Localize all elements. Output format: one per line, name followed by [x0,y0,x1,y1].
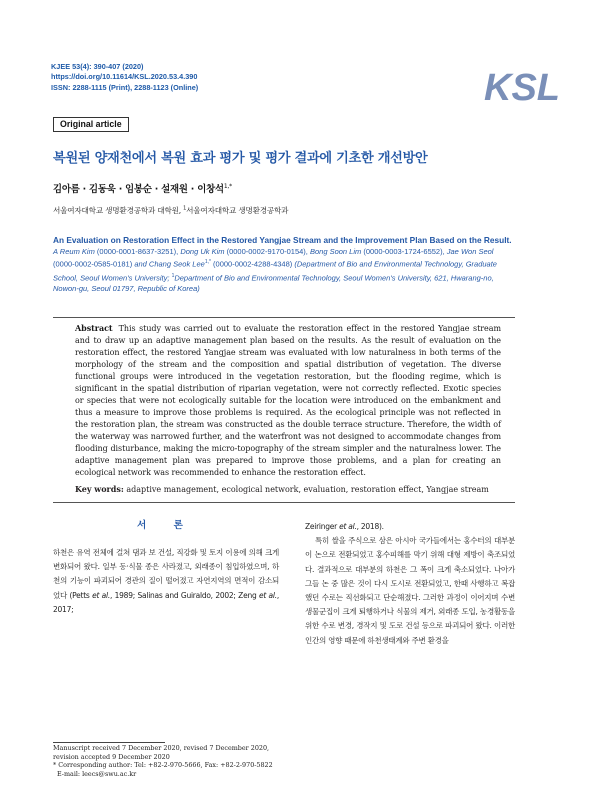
ksl-logo [482,62,560,106]
english-author-4: Jae Won Seol [446,246,494,256]
ksl-logo-text: KSL [484,67,560,106]
right-etal: et al. [339,522,357,531]
korean-affiliation [53,205,288,216]
orcid-3: (0000-0003-1724-6552), [361,246,447,256]
journal-citation: KJEE 53(4): 390-407 (2020) [51,62,144,71]
english-affiliation-2: Department of Bio and Environmental Technology, Seoul Women's University, 621, Hwarang-no, Nowon-gu, Seoul 01797, Republic of Korea) [53,273,494,293]
footnote-accepted: revision accepted 9 December 2020 [53,752,170,761]
abstract-label: Abstract [75,323,113,333]
english-author-5-sup: 1,* [204,259,211,266]
english-author-1: A Reum Kim [53,246,95,256]
footnote [53,744,293,778]
keywords-text: adaptive management, ecological network, evaluation, restoration effect, Yangjae stream [123,485,489,494]
left-etal-1: et al. [92,590,110,600]
journal-header [51,62,198,93]
issn: ISSN: 2288-1115 (Print), 2288-1123 (Online) [51,82,199,92]
korean-author-sup: 1,* [223,182,232,190]
english-author-5: Chang Seok Lee [148,259,205,269]
english-header-block [53,235,515,295]
left-text-2: , 1989; Salinas and Guiraldo, 2002; Zeng [109,590,259,600]
doi-link[interactable]: https://doi.org/10.11614/KSL.2020.53.4.390 [51,72,198,82]
abstract [75,322,501,479]
keywords-label: Key words: [75,484,124,494]
korean-authors [53,181,232,195]
english-aff-sup: 1 [171,272,175,279]
orcid-1: (0000-0001-8637-3251), [94,246,181,256]
abstract-box [53,317,515,503]
right-column-text [305,520,515,648]
korean-author-names: 김아름 · 김동욱 · 임봉순 · 설재원 · 이창석 [53,184,224,195]
korean-title: 복원된 양재천에서 복원 효과 평가 및 평가 결과에 기초한 개선방안 [53,151,428,166]
abstract-text: This study was carried out to evaluate the restoration effect in the restored Yangjae stream and to draw up an adaptive management plan based on the results. As the result of evaluation on the restoration effect, the restored Yangjae stream was evaluated with low naturalness in both terms of the morphology of the stream and the composition and spatial distribution of vegetation. The diverse functional groups were introduced in the vegetation restoration, but the flooding regime, which is significant in the spatial distribution of riparian vegetation, were not correctly reflected. Exotic species or species that were not ecologically suitable for the location were introduced on the embankment and thus a measure to improve those problems is required. As the ecological principle was not reflected in the restoration plan, the stream was constructed as the double terrace structure. Therefore, the width of the waterway was narrowed further, and the waterfront was not designed to accommodate changes from flooding disturbance, making the micro-topography of the stream simpler and the naturalness lower. The adaptive management plan was prepared to improve those problems, and a plan for creating an ecological network was recommended to enhance the restoration effect. [75,324,501,477]
english-author-2: Dong Uk Kim [180,246,225,256]
section-heading-introduction: 서 론 [137,520,195,531]
english-author-3: Bong Soon Lim [309,246,362,256]
right-paragraph: 특히 쌀을 주식으로 삼은 아시아 국가들에서는 홍수터의 대부분이 논으로 전환되었고 홍수피해를 막기 위해 대형 제방이 축조되었다. 결과적으로 대부분의 하천은 그 폭이 크게 축소되었다. 나아가 그들 논 중 많은 것이 다시 도시로 전환되었고, 한때 사행하고 복잡했던 수로는 직선화되고 단순해졌다. 그러한 과정이 이어지며 수변 생물군집이 크게 퇴행하거나 식물의 제거, 외래종 도입, 농경활동을 위한 수로 변경, 경작지 및 도로 건설 등으로 파괴되어 왔다. 이러한 인간의 영향 때문에 하천생태계와 주변 환경을 [305,536,515,645]
orcid-2: (0000-0002-9170-0154), [224,246,310,256]
right-continuation [305,520,515,534]
footnote-email[interactable]: E-mail: leecs@swu.ac.kr [57,769,137,778]
right-cont-1: Zeiringer [305,522,340,531]
english-and: and [134,259,149,269]
footnote-corresponding: * Corresponding author: Tel: +82-2-970-5666, Fax: +82-2-970-5822 [53,761,273,770]
article-type-badge: Original article [53,117,129,132]
left-text-3: , 2017; [53,590,279,614]
right-cont-2: , 2018). [356,522,384,531]
footnote-divider [53,742,165,743]
left-etal-2: et al. [258,590,277,600]
keywords [75,483,501,496]
korean-affiliation-second: 서울여자대학교 생명환경공학과 [186,206,289,215]
orcid-4: (0000-0002-0585-0181) [53,259,135,269]
footnote-received: Manuscript received 7 December 2020, revised 7 December 2020, [53,744,270,752]
left-column-text [53,546,279,617]
left-text-1: 하천은 유역 전체에 걸쳐 댐과 보 건설, 직강화 및 토지 이용에 의해 크게 변화되어 왔다. 일부 동·식물 종은 사라졌고, 외래종이 침입하였으며, 하천의 기능이 파괴되어 경관의 질이 떨어졌고 자연지역의 면적이 감소되었다 (Petts [53,548,279,600]
korean-affiliation-sup: 1 [183,205,187,212]
english-title: An Evaluation on Restoration Effect in the Restored Yangjae Stream and the Improvement Plan Based on the Result. [53,235,512,245]
orcid-5: (0000-0002-4288-4348) [210,259,295,269]
korean-affiliation-main: 서울여자대학교 생명환경공학과 대학원, [53,206,184,215]
english-affiliation: (Department of Bio and Environmental Technology, Graduate School, Seoul Women's University; [53,259,497,283]
